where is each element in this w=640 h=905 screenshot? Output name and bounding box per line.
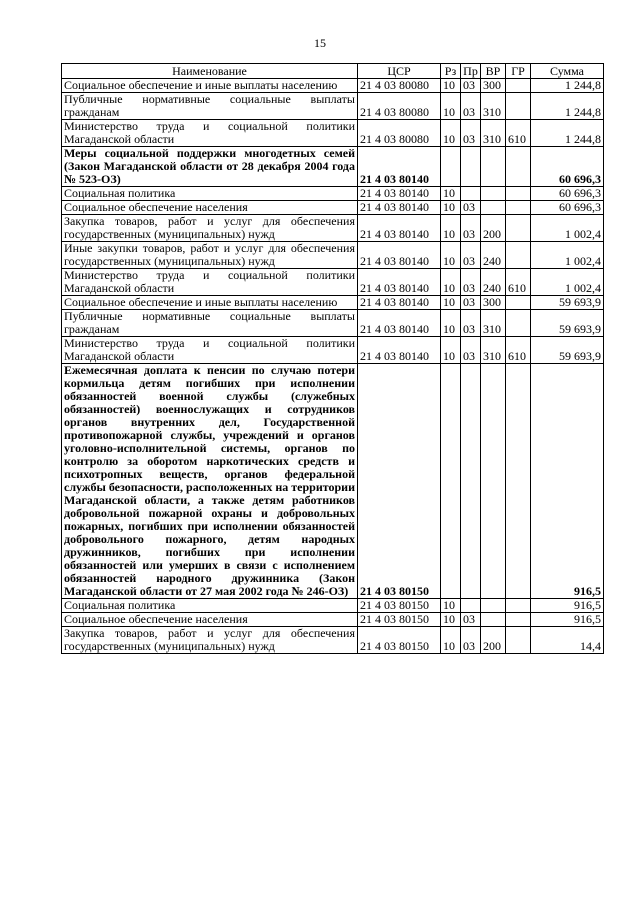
cell-rz: 10 <box>441 93 461 120</box>
table-row <box>62 242 604 269</box>
cell-name: Публичные нормативные социальные выплаты гражданам <box>62 93 358 120</box>
cell-gr <box>506 613 531 627</box>
cell-name: Социальное обеспечение и иные выплаты населению <box>62 296 358 310</box>
header-csr: ЦСР <box>358 64 441 79</box>
cell-rz: 10 <box>441 269 461 296</box>
cell-vr: 310 <box>481 310 506 337</box>
cell-rz <box>441 147 461 187</box>
cell-pr: 03 <box>461 93 481 120</box>
cell-name: Министерство труда и социальной политики Магаданской области <box>62 120 358 147</box>
table-row <box>62 613 604 627</box>
cell-rz: 10 <box>441 79 461 93</box>
header-gr: ГР <box>506 64 531 79</box>
table-row <box>62 147 604 187</box>
cell-gr <box>506 364 531 599</box>
cell-name: Социальное обеспечение населения <box>62 201 358 215</box>
cell-name: Министерство труда и социальной политики Магаданской области <box>62 337 358 364</box>
table-row <box>62 310 604 337</box>
cell-csr: 21 4 03 80150 <box>358 599 441 613</box>
cell-vr <box>481 364 506 599</box>
budget-table <box>61 63 604 654</box>
cell-gr <box>506 93 531 120</box>
cell-csr: 21 4 03 80140 <box>358 147 441 187</box>
cell-vr: 310 <box>481 337 506 364</box>
cell-sum: 916,5 <box>531 613 604 627</box>
cell-csr: 21 4 03 80080 <box>358 79 441 93</box>
cell-csr: 21 4 03 80080 <box>358 93 441 120</box>
cell-pr: 03 <box>461 310 481 337</box>
cell-vr <box>481 187 506 201</box>
header-sum: Сумма <box>531 64 604 79</box>
table-row <box>62 337 604 364</box>
cell-rz: 10 <box>441 201 461 215</box>
cell-pr: 03 <box>461 269 481 296</box>
cell-name: Публичные нормативные социальные выплаты гражданам <box>62 310 358 337</box>
cell-pr: 03 <box>461 627 481 654</box>
cell-vr <box>481 599 506 613</box>
cell-csr: 21 4 03 80140 <box>358 296 441 310</box>
cell-rz <box>441 364 461 599</box>
cell-rz: 10 <box>441 310 461 337</box>
cell-rz: 10 <box>441 296 461 310</box>
cell-vr: 240 <box>481 242 506 269</box>
cell-vr <box>481 147 506 187</box>
table-row <box>62 269 604 296</box>
cell-sum: 59 693,9 <box>531 310 604 337</box>
cell-gr <box>506 296 531 310</box>
cell-pr <box>461 187 481 201</box>
page-number: 15 <box>314 36 326 50</box>
cell-rz: 10 <box>441 242 461 269</box>
cell-vr: 310 <box>481 120 506 147</box>
cell-pr <box>461 147 481 187</box>
table-row <box>62 93 604 120</box>
cell-csr: 21 4 03 80140 <box>358 337 441 364</box>
cell-sum: 1 244,8 <box>531 120 604 147</box>
cell-csr: 21 4 03 80150 <box>358 364 441 599</box>
cell-rz: 10 <box>441 613 461 627</box>
cell-rz: 10 <box>441 599 461 613</box>
table-row <box>62 215 604 242</box>
cell-pr <box>461 599 481 613</box>
cell-gr <box>506 627 531 654</box>
cell-gr <box>506 147 531 187</box>
cell-gr <box>506 310 531 337</box>
cell-name: Социальная политика <box>62 599 358 613</box>
table-row <box>62 187 604 201</box>
cell-sum: 1 002,4 <box>531 215 604 242</box>
cell-vr: 300 <box>481 79 506 93</box>
cell-pr: 03 <box>461 201 481 215</box>
cell-rz: 10 <box>441 337 461 364</box>
cell-name: Иные закупки товаров, работ и услуг для обеспечения государственных (муниципальных) нужд <box>62 242 358 269</box>
cell-vr: 240 <box>481 269 506 296</box>
cell-sum: 60 696,3 <box>531 187 604 201</box>
cell-pr <box>461 364 481 599</box>
cell-gr <box>506 201 531 215</box>
cell-gr <box>506 187 531 201</box>
cell-vr: 310 <box>481 93 506 120</box>
cell-name: Ежемесячная доплата к пенсии по случаю потери кормильца детям погибших при исполнении обязанностей военной службы (служебных обязанностей) военнослужащих и сотрудников органов внутренних дел, Государственной противопожарной службы, учреждений и органов уголовно-исполнительной системы, органов по контролю за оборотом наркотических средств и психотропных веществ, органов федеральной службы безопасности, расположенных на территории Магаданской области, а также детям работников добровольной пожарной охраны и добровольных пожарных, погибших при исполнении обязанностей добровольного пожарного, детям народных дружинников, погибших при исполнении обязанностей или умерших в связи с исполнением обязанностей народного дружинника (Закон Магаданской области от 27 мая 2002 года № 246-ОЗ) <box>62 364 358 599</box>
cell-vr <box>481 201 506 215</box>
cell-csr: 21 4 03 80140 <box>358 215 441 242</box>
cell-name: Закупка товаров, работ и услуг для обеспечения государственных (муниципальных) нужд <box>62 627 358 654</box>
cell-sum: 916,5 <box>531 364 604 599</box>
cell-gr <box>506 242 531 269</box>
cell-name: Социальное обеспечение населения <box>62 613 358 627</box>
cell-sum: 60 696,3 <box>531 201 604 215</box>
table-row <box>62 364 604 599</box>
cell-csr: 21 4 03 80150 <box>358 613 441 627</box>
cell-pr: 03 <box>461 79 481 93</box>
cell-rz: 10 <box>441 215 461 242</box>
cell-pr: 03 <box>461 296 481 310</box>
table-row <box>62 120 604 147</box>
cell-vr: 300 <box>481 296 506 310</box>
cell-sum: 916,5 <box>531 599 604 613</box>
cell-name: Социальное обеспечение и иные выплаты населению <box>62 79 358 93</box>
cell-csr: 21 4 03 80080 <box>358 120 441 147</box>
cell-csr: 21 4 03 80140 <box>358 201 441 215</box>
cell-csr: 21 4 03 80140 <box>358 269 441 296</box>
table-body <box>62 79 604 654</box>
cell-gr: 610 <box>506 337 531 364</box>
cell-sum: 1 244,8 <box>531 79 604 93</box>
cell-gr <box>506 215 531 242</box>
cell-pr: 03 <box>461 120 481 147</box>
cell-csr: 21 4 03 80150 <box>358 627 441 654</box>
cell-gr <box>506 79 531 93</box>
cell-rz: 10 <box>441 187 461 201</box>
cell-sum: 1 244,8 <box>531 93 604 120</box>
cell-vr: 200 <box>481 627 506 654</box>
cell-sum: 1 002,4 <box>531 269 604 296</box>
cell-name: Меры социальной поддержки многодетных семей (Закон Магаданской области от 28 декабря 2004 года № 523-ОЗ) <box>62 147 358 187</box>
cell-sum: 60 696,3 <box>531 147 604 187</box>
cell-gr <box>506 599 531 613</box>
cell-rz: 10 <box>441 120 461 147</box>
cell-name: Социальная политика <box>62 187 358 201</box>
table-row <box>62 201 604 215</box>
cell-name: Закупка товаров, работ и услуг для обеспечения государственных (муниципальных) нужд <box>62 215 358 242</box>
cell-gr: 610 <box>506 269 531 296</box>
cell-csr: 21 4 03 80140 <box>358 242 441 269</box>
cell-csr: 21 4 03 80140 <box>358 310 441 337</box>
cell-rz: 10 <box>441 627 461 654</box>
cell-sum: 59 693,9 <box>531 296 604 310</box>
cell-sum: 14,4 <box>531 627 604 654</box>
cell-pr: 03 <box>461 215 481 242</box>
header-pr: Пр <box>461 64 481 79</box>
cell-pr: 03 <box>461 337 481 364</box>
cell-vr: 200 <box>481 215 506 242</box>
table-row <box>62 296 604 310</box>
header-name: Наименование <box>62 64 358 79</box>
table-row <box>62 599 604 613</box>
table-header-row <box>62 64 604 79</box>
header-vr: ВР <box>481 64 506 79</box>
cell-vr <box>481 613 506 627</box>
cell-sum: 59 693,9 <box>531 337 604 364</box>
cell-pr: 03 <box>461 242 481 269</box>
table-row <box>62 627 604 654</box>
cell-sum: 1 002,4 <box>531 242 604 269</box>
header-rz: Рз <box>441 64 461 79</box>
table-row <box>62 79 604 93</box>
cell-pr: 03 <box>461 613 481 627</box>
cell-gr: 610 <box>506 120 531 147</box>
cell-csr: 21 4 03 80140 <box>358 187 441 201</box>
cell-name: Министерство труда и социальной политики Магаданской области <box>62 269 358 296</box>
